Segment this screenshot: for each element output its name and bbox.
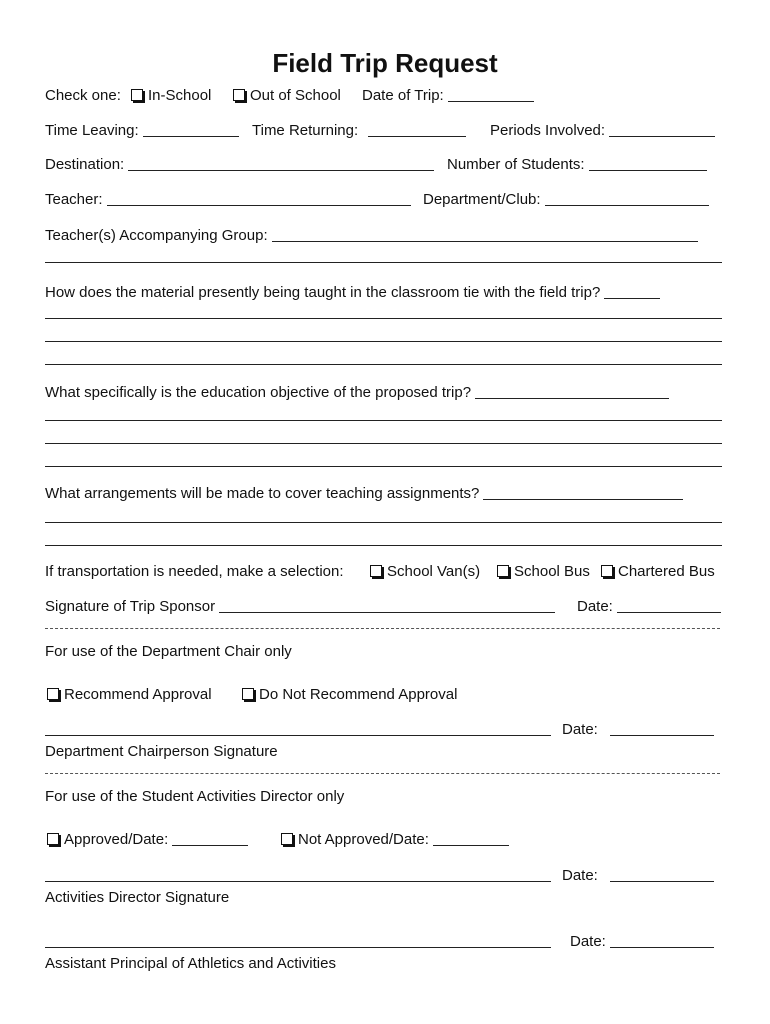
approved-date-blank[interactable] bbox=[172, 831, 248, 846]
department-club-field[interactable] bbox=[423, 189, 709, 211]
activities-date-blank[interactable] bbox=[610, 867, 714, 882]
objective-answer-line[interactable] bbox=[45, 443, 722, 444]
dept-chair-signature-caption: Department Chairperson Signature bbox=[45, 743, 278, 760]
time-returning-field[interactable] bbox=[252, 120, 466, 142]
destination-label: Destination: bbox=[45, 156, 125, 173]
arrangements-answer-line[interactable] bbox=[45, 522, 722, 523]
arrangements-question-label: What arrangements will be made to cover teaching assignments? bbox=[45, 485, 480, 502]
transportation-label: If transportation is needed, make a selection: bbox=[45, 563, 344, 580]
time-leaving-label: Time Leaving: bbox=[45, 122, 139, 139]
approval-row bbox=[45, 829, 725, 851]
out-of-school-label: Out of School bbox=[250, 87, 341, 104]
not-recommend-checkbox[interactable] bbox=[242, 688, 254, 700]
department-club-label: Department/Club: bbox=[423, 191, 541, 208]
assistant-principal-signature-blank[interactable] bbox=[45, 933, 551, 948]
not-approved-checkbox[interactable] bbox=[281, 833, 293, 845]
destination-field[interactable] bbox=[45, 154, 434, 176]
material-answer-blank[interactable] bbox=[604, 284, 660, 299]
school-van-label: School Van(s) bbox=[387, 563, 481, 580]
teachers-accompanying-line[interactable] bbox=[45, 262, 722, 263]
time-leaving-blank[interactable] bbox=[143, 122, 239, 137]
objective-question[interactable] bbox=[45, 382, 669, 404]
destination-blank[interactable] bbox=[128, 156, 434, 171]
check-one-row bbox=[45, 85, 725, 107]
activities-heading: For use of the Student Activities Director only bbox=[45, 788, 345, 805]
assistant-principal-date-label: Date: bbox=[570, 933, 606, 950]
objective-question-label: What specifically is the education objective of the proposed trip? bbox=[45, 384, 472, 401]
approved-checkbox[interactable] bbox=[47, 833, 59, 845]
recommend-checkbox[interactable] bbox=[47, 688, 59, 700]
recommend-option[interactable] bbox=[47, 684, 212, 706]
sponsor-date-label: Date: bbox=[577, 598, 613, 615]
school-bus-label: School Bus bbox=[514, 563, 590, 580]
assistant-principal-caption-row bbox=[45, 953, 725, 975]
dept-chair-heading-row bbox=[45, 641, 725, 663]
arrangements-answer-blank[interactable] bbox=[483, 485, 683, 500]
assistant-principal-signature-row bbox=[45, 931, 725, 953]
school-van-checkbox[interactable] bbox=[370, 565, 382, 577]
time-returning-blank[interactable] bbox=[368, 122, 466, 137]
school-van-option[interactable] bbox=[370, 561, 480, 583]
section-divider bbox=[45, 628, 720, 629]
dept-chair-heading: For use of the Department Chair only bbox=[45, 643, 292, 660]
chartered-bus-option[interactable] bbox=[601, 561, 715, 583]
teacher-field[interactable] bbox=[45, 189, 411, 211]
objective-answer-line[interactable] bbox=[45, 466, 722, 467]
section-divider bbox=[45, 773, 720, 774]
assistant-principal-date-field[interactable] bbox=[570, 931, 714, 953]
dept-chair-caption-row bbox=[45, 741, 725, 763]
form-title: Field Trip Request bbox=[272, 48, 498, 78]
arrangements-question[interactable] bbox=[45, 483, 683, 505]
in-school-option[interactable] bbox=[131, 85, 211, 107]
approved-label: Approved/Date: bbox=[64, 831, 169, 848]
not-recommend-option[interactable] bbox=[242, 684, 457, 706]
dept-chair-date-label: Date: bbox=[562, 721, 598, 738]
dept-chair-signature-row bbox=[45, 719, 725, 741]
sponsor-signature-label: Signature of Trip Sponsor bbox=[45, 598, 216, 615]
material-question[interactable] bbox=[45, 282, 660, 304]
objective-answer-line[interactable] bbox=[45, 420, 722, 421]
teachers-accompanying-label: Teacher(s) Accompanying Group: bbox=[45, 227, 268, 244]
school-bus-option[interactable] bbox=[497, 561, 590, 583]
dept-chair-signature-field[interactable] bbox=[45, 719, 551, 741]
time-returning-label: Time Returning: bbox=[252, 122, 359, 139]
not-recommend-label: Do Not Recommend Approval bbox=[259, 686, 458, 703]
school-bus-checkbox[interactable] bbox=[497, 565, 509, 577]
activities-signature-caption: Activities Director Signature bbox=[45, 889, 230, 906]
sponsor-signature-blank[interactable] bbox=[219, 598, 555, 613]
arrangements-answer-line[interactable] bbox=[45, 545, 722, 546]
chartered-bus-label: Chartered Bus bbox=[618, 563, 715, 580]
check-one-label: Check one: bbox=[45, 87, 121, 104]
not-approved-date-blank[interactable] bbox=[433, 831, 509, 846]
activities-signature-row bbox=[45, 865, 725, 887]
material-answer-line[interactable] bbox=[45, 364, 722, 365]
date-of-trip-field[interactable] bbox=[362, 85, 534, 107]
activities-signature-blank[interactable] bbox=[45, 867, 551, 882]
in-school-checkbox[interactable] bbox=[131, 89, 143, 101]
material-answer-line[interactable] bbox=[45, 318, 722, 319]
objective-question-row bbox=[45, 382, 725, 404]
periods-involved-label: Periods Involved: bbox=[490, 122, 606, 139]
number-of-students-field[interactable] bbox=[447, 154, 707, 176]
out-of-school-option[interactable] bbox=[233, 85, 341, 107]
activities-date-field[interactable] bbox=[562, 865, 714, 887]
activities-caption-row bbox=[45, 887, 725, 909]
department-club-blank[interactable] bbox=[545, 191, 709, 206]
times-row bbox=[45, 120, 725, 142]
assistant-principal-date-blank[interactable] bbox=[610, 933, 714, 948]
teacher-row bbox=[45, 189, 725, 211]
not-approved-label: Not Approved/Date: bbox=[298, 831, 429, 848]
sponsor-date-field[interactable] bbox=[577, 596, 721, 618]
teachers-accompanying-blank[interactable] bbox=[272, 227, 698, 242]
chartered-bus-checkbox[interactable] bbox=[601, 565, 613, 577]
number-of-students-label: Number of Students: bbox=[447, 156, 585, 173]
dept-chair-signature-blank[interactable] bbox=[45, 721, 551, 736]
periods-involved-blank[interactable] bbox=[609, 122, 715, 137]
recommend-label: Recommend Approval bbox=[64, 686, 212, 703]
number-of-students-blank[interactable] bbox=[589, 156, 707, 171]
assistant-principal-signature-caption: Assistant Principal of Athletics and Activities bbox=[45, 955, 336, 972]
activities-date-label: Date: bbox=[562, 867, 598, 884]
arrangements-question-row bbox=[45, 483, 725, 505]
sponsor-date-blank[interactable] bbox=[617, 598, 721, 613]
activities-heading-row bbox=[45, 786, 725, 808]
activities-signature-field[interactable] bbox=[45, 865, 551, 887]
time-leaving-field[interactable] bbox=[45, 120, 239, 142]
destination-row bbox=[45, 154, 725, 176]
assistant-principal-signature-field[interactable] bbox=[45, 931, 551, 953]
transportation-row bbox=[45, 561, 725, 583]
teacher-label: Teacher: bbox=[45, 191, 103, 208]
material-question-row bbox=[45, 282, 725, 304]
dept-chair-date-field[interactable] bbox=[562, 719, 714, 741]
periods-involved-field[interactable] bbox=[490, 120, 715, 142]
approved-option[interactable] bbox=[47, 829, 248, 851]
recommendation-row bbox=[45, 684, 725, 706]
in-school-label: In-School bbox=[148, 87, 212, 104]
out-of-school-checkbox[interactable] bbox=[233, 89, 245, 101]
date-of-trip-blank[interactable] bbox=[448, 87, 534, 102]
dept-chair-date-blank[interactable] bbox=[610, 721, 714, 736]
material-answer-line[interactable] bbox=[45, 341, 722, 342]
teachers-accompanying-field[interactable] bbox=[45, 225, 698, 247]
teacher-blank[interactable] bbox=[107, 191, 411, 206]
sponsor-signature-field[interactable] bbox=[45, 596, 555, 618]
sponsor-signature-row bbox=[45, 596, 725, 618]
teachers-accompanying-row bbox=[45, 225, 725, 247]
objective-answer-blank[interactable] bbox=[475, 384, 669, 399]
not-approved-option[interactable] bbox=[281, 829, 509, 851]
material-question-label: How does the material presently being taught in the classroom tie with the field trip? bbox=[45, 284, 601, 301]
date-of-trip-label: Date of Trip: bbox=[362, 87, 444, 104]
